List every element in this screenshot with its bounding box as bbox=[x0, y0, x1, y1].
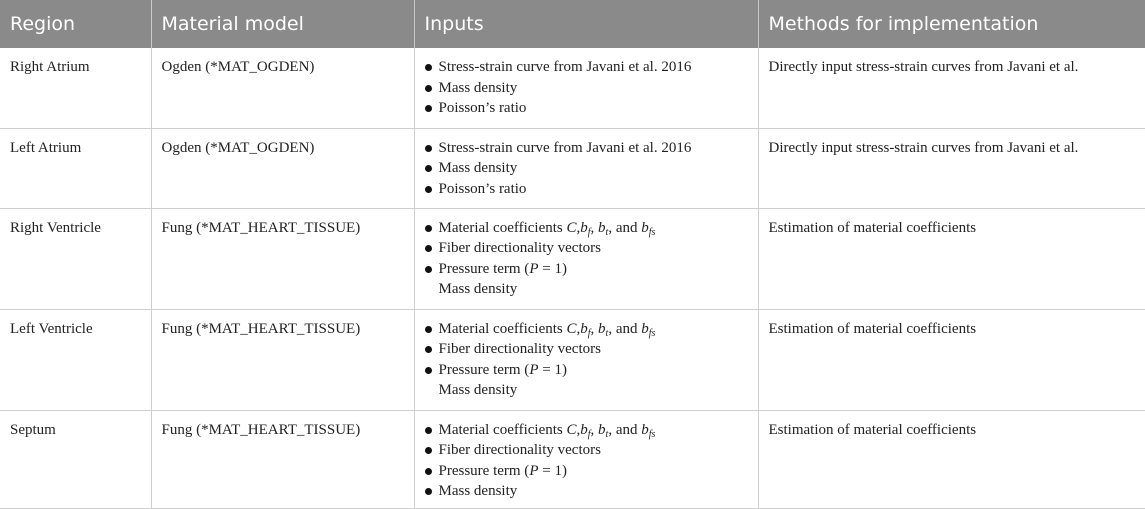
list-item: Mass density bbox=[425, 158, 748, 179]
list-item: Pressure term (P = 1) bbox=[425, 259, 748, 280]
region-cell: Left Ventricle bbox=[0, 309, 151, 410]
list-item: Fiber directionality vectors bbox=[425, 440, 748, 461]
list-item: Material coefficients $C,b_f$, $b_t$, and $b_{fs}$ bbox=[425, 420, 748, 441]
table-row bbox=[0, 208, 1145, 309]
bullet-icon bbox=[425, 468, 432, 475]
list-item: Poisson’s ratio bbox=[425, 179, 748, 200]
model-cell: Fung (*MAT_HEART_TISSUE) bbox=[151, 410, 414, 508]
bullet-icon bbox=[425, 346, 432, 353]
header-inputs: Inputs bbox=[414, 0, 758, 48]
method-cell: Estimation of material coefficients bbox=[758, 309, 1145, 410]
method-cell: Directly input stress-strain curves from Javani et al. bbox=[758, 48, 1145, 128]
bullet-icon bbox=[425, 105, 432, 112]
bullet-icon bbox=[425, 145, 432, 152]
bullet-icon bbox=[425, 245, 432, 252]
inputs-cell bbox=[414, 309, 758, 410]
table-row bbox=[0, 48, 1145, 128]
bullet-icon bbox=[425, 447, 432, 454]
inputs-cell bbox=[414, 128, 758, 208]
list-item: Poisson’s ratio bbox=[425, 98, 748, 119]
method-cell: Estimation of material coefficients bbox=[758, 410, 1145, 508]
inputs-cell bbox=[414, 208, 758, 309]
header-region: Region bbox=[0, 0, 151, 48]
bullet-icon bbox=[425, 427, 432, 434]
region-cell: Right Atrium bbox=[0, 48, 151, 128]
method-cell: Estimation of material coefficients bbox=[758, 208, 1145, 309]
bullet-icon bbox=[425, 186, 432, 193]
bullet-icon bbox=[425, 367, 432, 374]
list-item: Pressure term (P = 1) bbox=[425, 360, 748, 381]
header-material-model: Material model bbox=[151, 0, 414, 48]
inputs-cell bbox=[414, 48, 758, 128]
bullet-icon bbox=[425, 225, 432, 232]
list-item: Material coefficients $C,b_f$, $b_t$, and $b_{fs}$ bbox=[425, 319, 748, 340]
list-item: Mass density bbox=[425, 78, 748, 99]
list-item: Stress-strain curve from Javani et al. 2016 bbox=[425, 138, 748, 159]
method-cell: Directly input stress-strain curves from Javani et al. bbox=[758, 128, 1145, 208]
model-cell: Ogden (*MAT_OGDEN) bbox=[151, 48, 414, 128]
table-row bbox=[0, 410, 1145, 508]
bullet-icon bbox=[425, 165, 432, 172]
header-row bbox=[0, 0, 1145, 48]
region-cell: Left Atrium bbox=[0, 128, 151, 208]
region-cell: Septum bbox=[0, 410, 151, 508]
list-item: Fiber directionality vectors bbox=[425, 238, 748, 259]
list-item: Material coefficients $C,b_f$, $b_t$, and $b_{fs}$ bbox=[425, 218, 748, 239]
region-cell: Right Ventricle bbox=[0, 208, 151, 309]
list-item: Mass density bbox=[438, 281, 518, 297]
list-item: Pressure term (P = 1) bbox=[425, 461, 748, 482]
list-item: Stress-strain curve from Javani et al. 2016 bbox=[425, 57, 748, 78]
bullet-icon bbox=[425, 64, 432, 71]
model-cell: Fung (*MAT_HEART_TISSUE) bbox=[151, 208, 414, 309]
list-item: Mass density bbox=[438, 382, 518, 398]
bullet-icon bbox=[425, 85, 432, 92]
model-cell: Fung (*MAT_HEART_TISSUE) bbox=[151, 309, 414, 410]
bullet-icon bbox=[425, 326, 432, 333]
table-row bbox=[0, 128, 1145, 208]
table-row bbox=[0, 309, 1145, 410]
list-item: Mass density bbox=[425, 481, 748, 502]
bullet-icon bbox=[425, 266, 432, 273]
header-methods: Methods for implementation bbox=[758, 0, 1145, 48]
bullet-icon bbox=[425, 488, 432, 495]
model-cell: Ogden (*MAT_OGDEN) bbox=[151, 128, 414, 208]
inputs-cell bbox=[414, 410, 758, 508]
list-item: Fiber directionality vectors bbox=[425, 339, 748, 360]
